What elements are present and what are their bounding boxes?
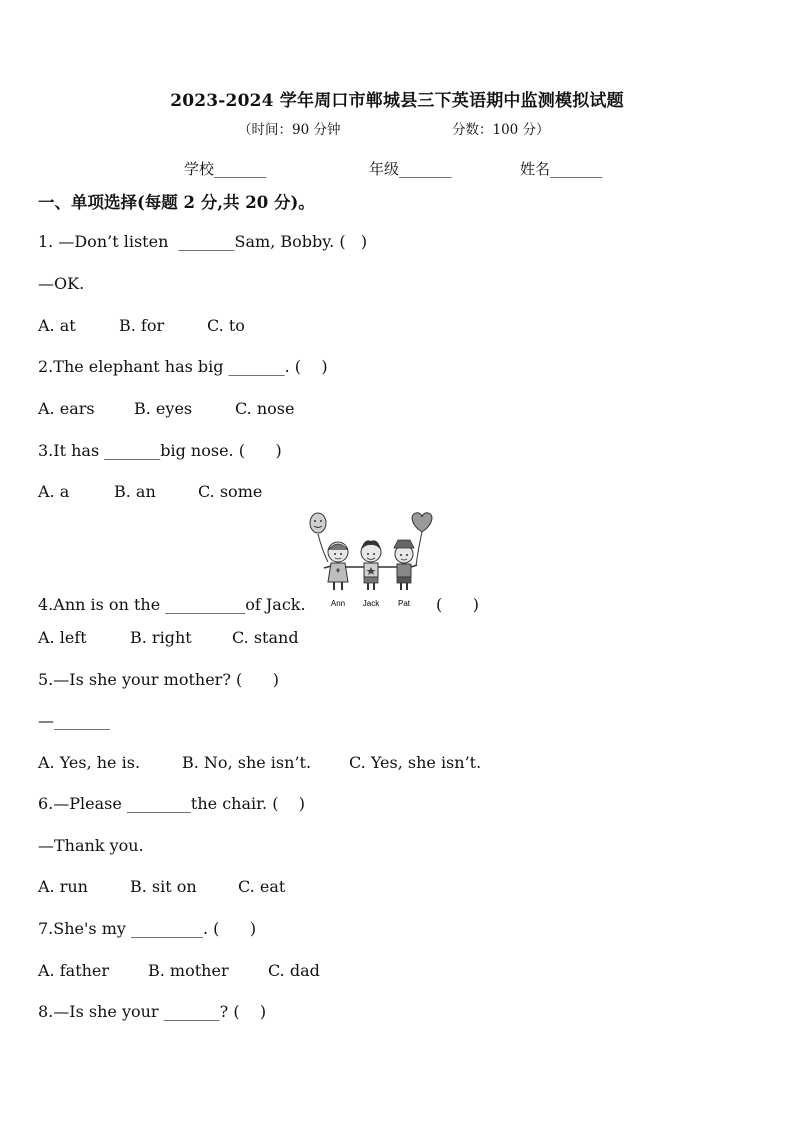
q6-option-a: A. run <box>38 877 88 896</box>
q1-option-c: C. to <box>207 316 245 335</box>
q5-option-c: C. Yes, she isn’t. <box>349 753 482 772</box>
question-7: 7.She's my _________. ( ) <box>38 919 257 938</box>
question-8: 8.—Is she your _______? ( ) <box>38 1002 267 1021</box>
q3-option-a: A. a <box>38 482 70 501</box>
q6-option-c: C. eat <box>238 877 286 896</box>
q2-option-c: C. nose <box>235 399 295 418</box>
question-5-reply: —_______ <box>38 711 110 730</box>
question-4-paren: ( ) <box>436 595 479 614</box>
q6-option-b: B. sit on <box>130 877 197 896</box>
q1-option-a: A. at <box>38 316 76 335</box>
kids-with-balloons-illustration <box>298 510 438 610</box>
score-info: 分数：100 分） <box>452 122 550 138</box>
q5-option-b: B. No, she isn’t. <box>182 753 312 772</box>
question-2: 2.The elephant has big _______. ( ) <box>38 357 328 376</box>
grade-field: 年级_______ <box>369 160 452 178</box>
q2-option-a: A. ears <box>38 399 95 418</box>
page-title: 2023-2024 学年周口市郸城县三下英语期中监测模拟试题 <box>170 91 624 111</box>
question-1: 1. —Don’t listen _______Sam, Bobby. ( ) <box>38 232 368 251</box>
question-5: 5.—Is she your mother? ( ) <box>38 670 279 689</box>
question-1-reply: —OK. <box>38 274 85 293</box>
question-4: 4.Ann is on the __________of Jack. <box>38 595 306 614</box>
question-6: 6.—Please ________the chair. ( ) <box>38 794 306 813</box>
figure-label-pat: Pat <box>397 599 411 608</box>
time-info: （时间：90 分钟 <box>238 122 341 138</box>
q7-option-b: B. mother <box>148 961 229 980</box>
q1-option-b: B. for <box>119 316 165 335</box>
q5-option-a: A. Yes, he is. <box>38 753 141 772</box>
school-field: 学校_______ <box>184 160 267 178</box>
q4-option-b: B. right <box>130 628 192 647</box>
section-heading: 一、单项选择(每题 2 分,共 20 分)。 <box>38 193 315 212</box>
q3-option-c: C. some <box>198 482 263 501</box>
q3-option-b: B. an <box>114 482 156 501</box>
q4-option-c: C. stand <box>232 628 299 647</box>
figure-label-jack: Jack <box>362 599 380 608</box>
question-6-reply: —Thank you. <box>38 836 144 855</box>
q4-option-a: A. left <box>38 628 87 647</box>
q7-option-a: A. father <box>38 961 110 980</box>
question-3: 3.It has _______big nose. ( ) <box>38 441 282 460</box>
q7-option-c: C. dad <box>268 961 320 980</box>
q2-option-b: B. eyes <box>134 399 193 418</box>
figure-label-ann: Ann <box>330 599 346 608</box>
name-field: 姓名_______ <box>520 160 603 178</box>
